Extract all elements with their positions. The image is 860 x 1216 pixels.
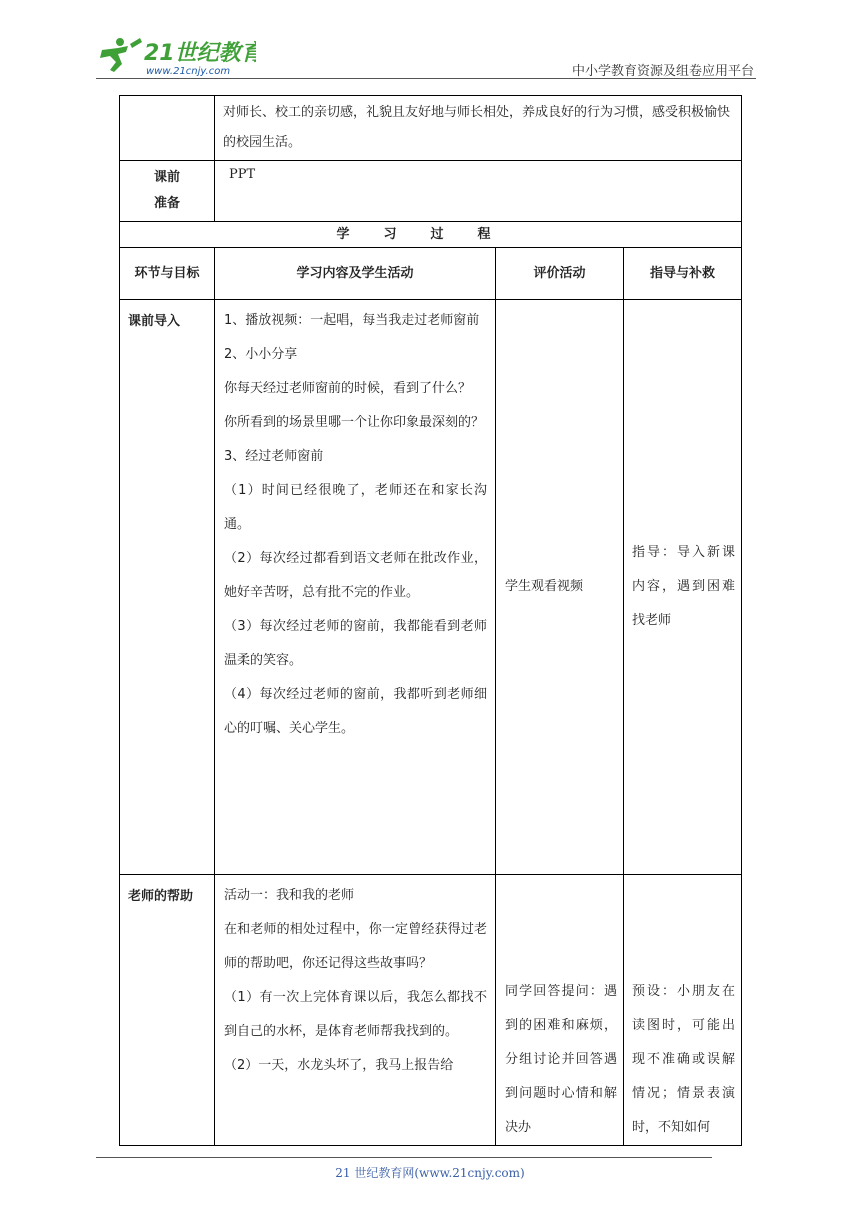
evaluation-text: 学生观看视频	[505, 579, 584, 594]
logo-text: 21世纪教育	[144, 41, 256, 66]
content-line: 你所看到的场景里哪一个让你印象最深刻的？	[224, 415, 485, 430]
guidance-text: 预设：小朋友在读图时，可能出现不准确或误解情况；情景表演时，不知如何	[632, 984, 735, 1135]
lesson-table	[119, 95, 742, 1146]
section-row	[120, 875, 742, 1146]
prep-label-text: 课前 准备	[153, 170, 180, 211]
process-title: 学习过程	[120, 222, 742, 248]
column-header-evaluation: 评价活动	[496, 248, 624, 300]
section-evaluation	[496, 300, 624, 875]
evaluation-text: 同学回答提问：遇到的困难和麻烦，分组讨论并回答遇到问题时心情和解决办	[505, 984, 617, 1135]
site-logo	[96, 34, 256, 78]
guidance-text: 指导：导入新课内容，遇到困难找老师	[632, 545, 735, 628]
column-header-row	[120, 248, 742, 300]
content-line: （4）每次经过老师的窗前，我都听到老师细心的叮嘱、关心学生。	[224, 687, 487, 736]
section-guidance	[624, 300, 742, 875]
section-guidance	[624, 875, 742, 1146]
content-line: 你每天经过老师窗前的时候，看到了什么？	[224, 381, 472, 396]
platform-name: 中小学教育资源及组卷应用平台	[571, 64, 754, 79]
column-header-stage: 环节与目标	[120, 248, 215, 300]
footer-divider	[96, 1157, 712, 1158]
content-line: （1）有一次上完体育课以后，我怎么都找不到自己的水杯，是体育老师帮我找到的。	[224, 990, 487, 1039]
prep-row	[120, 161, 742, 222]
content-line: （1）时间已经很晚了，老师还在和家长沟通。	[224, 483, 487, 532]
section-name: 课前导入	[120, 300, 215, 875]
column-header-guidance: 指导与补救	[624, 248, 742, 300]
content-line: 2、小小分享	[224, 347, 298, 362]
content-line: 在和老师的相处过程中，你一定曾经获得过老师的帮助吧，你还记得这些故事吗？	[224, 922, 487, 971]
logo-graphic	[96, 34, 256, 78]
prep-label	[120, 161, 215, 222]
prep-value: PPT	[215, 161, 742, 222]
goal-label-cell	[120, 96, 215, 161]
content-line: 3、经过老师窗前	[224, 449, 324, 464]
column-header-content: 学习内容及学生活动	[215, 248, 496, 300]
content-line: （2）每次经过都看到语文老师在批改作业，她好辛苦呀，总有批不完的作业。	[224, 551, 487, 600]
goal-row	[120, 96, 742, 161]
section-content	[215, 300, 496, 875]
content-line: （2）一天，水龙头坏了，我马上报告给	[224, 1058, 454, 1073]
content-line: 1、播放视频：一起唱，每当我走过老师窗前	[224, 313, 480, 328]
content-line: （3）每次经过老师的窗前，我都能看到老师温柔的笑容。	[224, 619, 487, 668]
process-row	[120, 222, 742, 248]
section-row	[120, 300, 742, 875]
section-name: 老师的帮助	[120, 875, 215, 1146]
logo-url-text: www.21cnjy.com	[146, 66, 231, 77]
section-evaluation	[496, 875, 624, 1146]
header-divider	[96, 78, 756, 79]
content-line: 活动一：我和我的老师	[224, 888, 355, 903]
goal-text: 对师长、校工的亲切感，礼貌且友好地与师长相处，养成良好的行为习惯，感受积极愉快的校园生活。	[215, 96, 742, 161]
footer-link[interactable]: 21 世纪教育网(www.21cnjy.com)	[335, 1166, 525, 1180]
section-content	[215, 875, 496, 1146]
